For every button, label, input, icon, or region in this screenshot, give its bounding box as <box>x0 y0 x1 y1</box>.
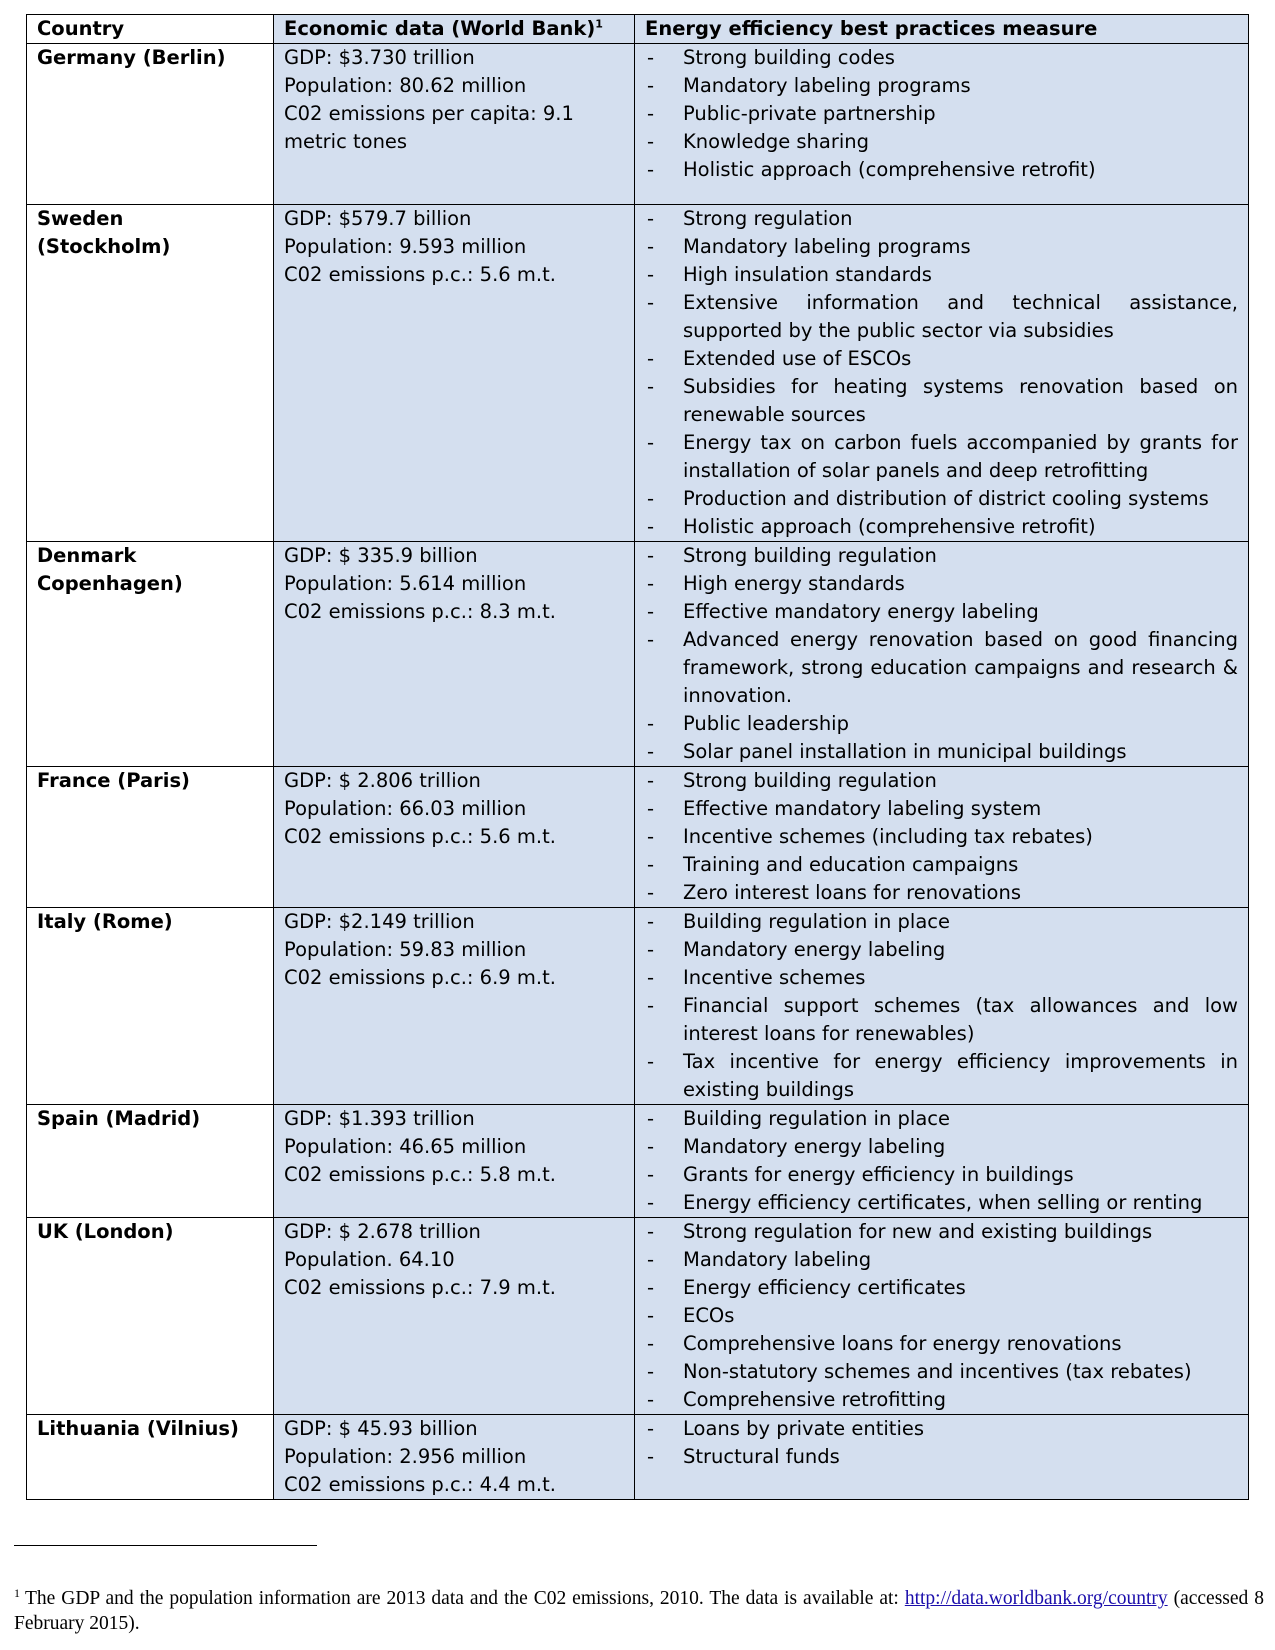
footnote-suffix: (accessed 8 February 2015). <box>14 1588 1264 1634</box>
table-row <box>27 205 1249 542</box>
header-economic-data: Economic data (World Bank)$^1$ <box>274 15 635 44</box>
economic-data-cell <box>274 908 635 1105</box>
economic-data-line: Population: 66.03 million <box>284 797 527 820</box>
economic-data-line: Population: 59.83 million <box>284 938 527 961</box>
measures-cell <box>635 908 1249 1105</box>
economic-data-line: Population: 9.593 million <box>284 235 527 258</box>
measure-item: - High energy standards <box>645 570 1238 598</box>
economic-data-cell <box>274 205 635 542</box>
country-cell: Italy (Rome) <box>27 908 274 1105</box>
economic-data-line: GDP: $2.149 trillion <box>284 910 475 933</box>
measure-item: - Mandatory labeling programs <box>645 72 1238 100</box>
measure-item: - Strong building regulation <box>645 542 1238 570</box>
measures-list <box>645 1218 1238 1414</box>
economic-data-line: GDP: $579.7 billion <box>284 207 472 230</box>
table-row <box>27 1218 1249 1415</box>
measures-list <box>645 908 1238 1104</box>
best-practices-table <box>26 14 1249 1500</box>
country-cell: Denmark Copenhagen) <box>27 542 274 767</box>
measure-item: - Strong regulation for new and existing buildings <box>645 1218 1238 1246</box>
table-row <box>27 1105 1249 1218</box>
measure-item: - Strong regulation <box>645 205 1238 233</box>
measures-cell <box>635 205 1249 542</box>
measure-item: - Incentive schemes (including tax rebates) <box>645 823 1238 851</box>
worldbank-link[interactable]: http://data.worldbank.org/country <box>904 1588 1168 1609</box>
economic-data-line: GDP: $ 2.806 trillion <box>284 769 481 792</box>
measure-item: - ECOs <box>645 1302 1238 1330</box>
measure-item: - Financial support schemes (tax allowances and low interest loans for renewables) <box>645 992 1238 1048</box>
measure-item: - Mandatory labeling <box>645 1246 1238 1274</box>
economic-data-line: Population. 64.10 <box>284 1248 455 1271</box>
measure-item: - Strong building codes <box>645 44 1238 72</box>
economic-data-line: GDP: $ 335.9 billion <box>284 544 478 567</box>
economic-data-line: C02 emissions p.c.: 8.3 m.t. <box>284 600 556 623</box>
economic-data-line: C02 emissions p.c.: 5.8 m.t. <box>284 1163 556 1186</box>
country-cell: Germany (Berlin) <box>27 44 274 205</box>
economic-data-line: GDP: $3.730 trillion <box>284 46 475 69</box>
measure-item: - Effective mandatory energy labeling <box>645 598 1238 626</box>
footnote-text: The GDP and the population information are 2013 data and the C02 emissions, 2010. The data is available at: <box>25 1588 905 1609</box>
economic-data-line: C02 emissions per capita: 9.1 metric tones <box>284 102 574 153</box>
measure-item: - Advanced energy renovation based on good financing framework, strong education campaigns and research & innovation. <box>645 626 1238 710</box>
table-row <box>27 44 1249 205</box>
measure-item: - Mandatory labeling programs <box>645 233 1238 261</box>
measures-list <box>645 1105 1238 1217</box>
economic-data-line: C02 emissions p.c.: 6.9 m.t. <box>284 966 556 989</box>
measures-cell <box>635 542 1249 767</box>
footnote <box>14 1586 1264 1636</box>
measure-item: - Incentive schemes <box>645 964 1238 992</box>
economic-data-line: GDP: $ 45.93 billion <box>284 1417 478 1440</box>
measures-cell <box>635 1415 1249 1500</box>
footnote-separator <box>14 1545 317 1546</box>
measure-item: - Energy efficiency certificates <box>645 1274 1238 1302</box>
footnote-number: 1 <box>14 1585 20 1600</box>
measure-item: - Energy efficiency certificates, when selling or renting <box>645 1189 1238 1217</box>
economic-data-line: C02 emissions p.c.: 5.6 m.t. <box>284 263 556 286</box>
measure-item: - Holistic approach (comprehensive retrofit) <box>645 156 1238 184</box>
country-cell: France (Paris) <box>27 767 274 908</box>
table-row <box>27 542 1249 767</box>
footnote-marker: 1 <box>595 17 603 31</box>
measure-item: - Comprehensive loans for energy renovations <box>645 1330 1238 1358</box>
measure-item: - Public leadership <box>645 710 1238 738</box>
measure-item: - Extended use of ESCOs <box>645 345 1238 373</box>
measure-item: - Comprehensive retrofitting <box>645 1386 1238 1414</box>
table-body <box>27 44 1249 1500</box>
measure-item: - Zero interest loans for renovations <box>645 879 1238 907</box>
economic-data-cell <box>274 44 635 205</box>
measure-item: - High insulation standards <box>645 261 1238 289</box>
table-row <box>27 908 1249 1105</box>
measures-list <box>645 767 1238 907</box>
measure-item: - Energy tax on carbon fuels accompanied by grants for installation of solar panels and deep retrofitting <box>645 429 1238 485</box>
measure-item: - Mandatory energy labeling <box>645 1133 1238 1161</box>
measures-list <box>645 542 1238 766</box>
measures-list <box>645 205 1238 541</box>
measures-cell <box>635 1218 1249 1415</box>
economic-data-cell <box>274 767 635 908</box>
economic-data-cell <box>274 1415 635 1500</box>
economic-data-line: C02 emissions p.c.: 5.6 m.t. <box>284 825 556 848</box>
measure-item: - Subsidies for heating systems renovation based on renewable sources <box>645 373 1238 429</box>
economic-data-line: Population: 46.65 million <box>284 1135 527 1158</box>
measure-item: - Strong building regulation <box>645 767 1238 795</box>
economic-data-cell <box>274 1218 635 1415</box>
measures-cell <box>635 767 1249 908</box>
measure-item: - Holistic approach (comprehensive retrofit) <box>645 513 1238 541</box>
measure-item: - Mandatory energy labeling <box>645 936 1238 964</box>
measure-item: - Building regulation in place <box>645 1105 1238 1133</box>
measure-item: - Grants for energy efficiency in buildings <box>645 1161 1238 1189</box>
measure-item: - Tax incentive for energy efficiency improvements in existing buildings <box>645 1048 1238 1104</box>
economic-data-line: Population: 80.62 million <box>284 74 527 97</box>
measure-item: - Non-statutory schemes and incentives (tax rebates) <box>645 1358 1238 1386</box>
header-measures: Energy efficiency best practices measure <box>635 15 1249 44</box>
measures-list <box>645 1415 1238 1471</box>
measure-item: - Effective mandatory labeling system <box>645 795 1238 823</box>
economic-data-line: Population: 2.956 million <box>284 1445 527 1468</box>
measure-item: - Loans by private entities <box>645 1415 1238 1443</box>
measure-item: - Public-private partnership <box>645 100 1238 128</box>
table-header-row <box>27 15 1249 44</box>
country-cell: UK (London) <box>27 1218 274 1415</box>
measure-item: - Solar panel installation in municipal buildings <box>645 738 1238 766</box>
measure-item: - Production and distribution of district cooling systems <box>645 485 1238 513</box>
economic-data-cell <box>274 1105 635 1218</box>
measures-cell <box>635 44 1249 205</box>
economic-data-line: Population: 5.614 million <box>284 572 527 595</box>
measures-list <box>645 44 1238 184</box>
economic-data-cell <box>274 542 635 767</box>
country-cell: Lithuania (Vilnius) <box>27 1415 274 1500</box>
measure-item: - Knowledge sharing <box>645 128 1238 156</box>
country-cell: Sweden (Stockholm) <box>27 205 274 542</box>
table-row <box>27 1415 1249 1500</box>
measures-cell <box>635 1105 1249 1218</box>
economic-data-line: C02 emissions p.c.: 4.4 m.t. <box>284 1473 556 1496</box>
economic-data-line: GDP: $1.393 trillion <box>284 1107 475 1130</box>
country-cell: Spain (Madrid) <box>27 1105 274 1218</box>
economic-data-line: C02 emissions p.c.: 7.9 m.t. <box>284 1276 556 1299</box>
measure-item: - Extensive information and technical assistance, supported by the public sector via subsidies <box>645 289 1238 345</box>
table-row <box>27 767 1249 908</box>
header-country: Country <box>27 15 274 44</box>
measure-item: - Building regulation in place <box>645 908 1238 936</box>
measure-item: - Training and education campaigns <box>645 851 1238 879</box>
economic-data-line: GDP: $ 2.678 trillion <box>284 1220 481 1243</box>
measure-item: - Structural funds <box>645 1443 1238 1471</box>
